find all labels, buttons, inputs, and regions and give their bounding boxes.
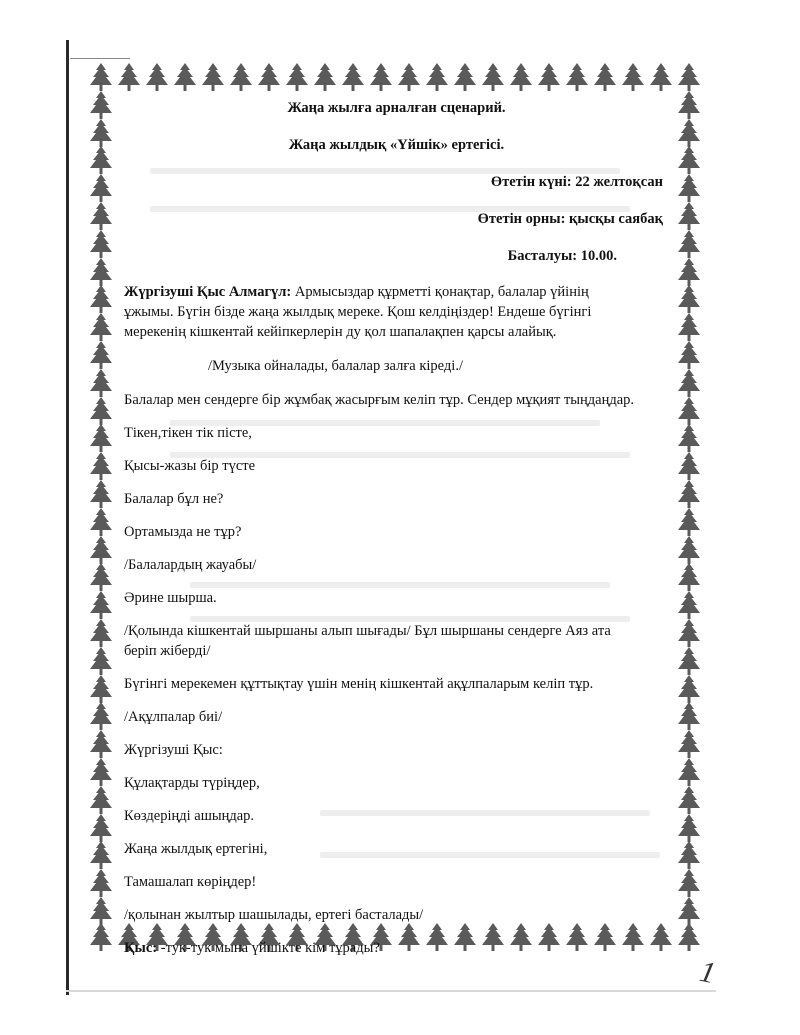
answer: Әрине шырша. xyxy=(124,590,217,606)
fir-tree-icon xyxy=(86,312,116,342)
intro-paragraph xyxy=(124,282,669,302)
fir-tree-icon xyxy=(674,173,704,203)
answer-note: /Балалардың жауабы/ xyxy=(124,557,257,573)
handwritten-page-number: 1 xyxy=(696,954,719,991)
fir-tree-icon xyxy=(618,62,648,92)
fir-tree-icon xyxy=(674,868,704,898)
document-title: Жаңа жылға арналған сценарий. xyxy=(287,100,506,116)
fir-tree-icon xyxy=(86,62,116,92)
intro-speaker: Жүргізуші Қыс Алмагүл: xyxy=(124,284,292,300)
fir-tree-icon xyxy=(674,562,704,592)
fir-tree-icon xyxy=(86,118,116,148)
fir-tree-icon xyxy=(86,674,116,704)
fir-tree-icon xyxy=(478,62,508,92)
fir-tree-icon xyxy=(674,729,704,759)
riddle-line-2: Қысы-жазы бір түсте xyxy=(124,458,256,474)
fir-tree-icon xyxy=(86,922,116,952)
riddle-intro: Балалар мен сендерге бір жұмбақ жасырғым келіп тұр. Сендер мұқият тыңдаңдар. xyxy=(124,392,635,408)
fir-tree-icon xyxy=(86,729,116,759)
poem-line-2: Көздеріңді ашыңдар. xyxy=(124,808,255,824)
fir-tree-icon xyxy=(86,396,116,426)
host-label: Жүргізуші Қыс: xyxy=(124,742,223,758)
riddle-line-1: Тікен,тікен тік пісте, xyxy=(124,425,252,441)
fir-tree-icon xyxy=(86,701,116,731)
fir-tree-icon xyxy=(674,62,704,92)
fir-tree-icon xyxy=(506,62,536,92)
sparkle-note: /қолынан жылтыр шашылады, ертегі басталады/ xyxy=(124,907,424,923)
poem-line-1: Құлақтарды түріңдер, xyxy=(124,775,260,791)
fir-tree-icon xyxy=(86,201,116,231)
fir-tree-icon xyxy=(450,62,480,92)
intro-text-1: Армысыздар құрметті қонақтар, балалар үйінің xyxy=(291,284,589,300)
fir-tree-icon xyxy=(86,757,116,787)
fir-tree-icon xyxy=(86,423,116,453)
fir-tree-icon xyxy=(674,90,704,120)
fir-tree-icon xyxy=(590,62,620,92)
fir-tree-icon xyxy=(674,423,704,453)
fir-tree-icon xyxy=(674,284,704,314)
music-note: /Музыка ойналады, балалар залға кіреді./ xyxy=(208,358,463,374)
fir-tree-icon xyxy=(562,62,592,92)
fir-tree-icon xyxy=(674,785,704,815)
fir-tree-icon xyxy=(646,62,676,92)
fir-tree-icon xyxy=(170,62,200,92)
fir-tree-icon xyxy=(674,922,704,952)
greeting: Бүгінгі мерекемен құттықтау үшін менің кішкентай ақұлпаларым келіп тұр. xyxy=(124,676,594,692)
fir-tree-icon xyxy=(674,451,704,481)
fir-tree-icon xyxy=(674,701,704,731)
riddle-line-4: Ортамызда не тұр? xyxy=(124,524,242,540)
fir-tree-icon xyxy=(86,479,116,509)
fir-tree-icon xyxy=(674,368,704,398)
riddle-line-3: Балалар бұл не? xyxy=(124,491,224,507)
fir-tree-icon xyxy=(86,368,116,398)
fir-tree-icon xyxy=(674,535,704,565)
paper-top-line xyxy=(70,58,130,59)
fir-tree-icon xyxy=(674,340,704,370)
fir-tree-icon xyxy=(114,62,144,92)
fir-tree-icon xyxy=(86,145,116,175)
poem-line-4: Тамашалап көріңдер! xyxy=(124,874,257,890)
fir-tree-icon xyxy=(674,590,704,620)
fir-tree-icon xyxy=(674,757,704,787)
last-line xyxy=(124,938,669,958)
poem-line-3: Жаңа жылдық ертегіні, xyxy=(124,841,268,857)
fir-tree-icon xyxy=(86,90,116,120)
fir-tree-icon xyxy=(86,284,116,314)
tree-note-2: беріп жіберді/ xyxy=(124,643,211,659)
fir-tree-icon xyxy=(86,451,116,481)
fir-tree-icon xyxy=(86,868,116,898)
document-subtitle: Жаңа жылдық «Үйшік» ертегісі. xyxy=(288,137,505,153)
event-date: Өтетін күні: 22 желтоқсан xyxy=(490,174,663,190)
fir-tree-icon xyxy=(674,229,704,259)
fir-tree-icon xyxy=(674,312,704,342)
fir-tree-icon xyxy=(86,618,116,648)
fir-tree-icon xyxy=(86,646,116,676)
fir-tree-icon xyxy=(674,396,704,426)
fir-tree-icon xyxy=(674,201,704,231)
paper-bottom-edge xyxy=(66,990,716,992)
last-speaker: Қыс: xyxy=(124,940,158,956)
last-line-text: -тук-тук мына үйшікте кім тұрады? xyxy=(157,940,380,956)
fir-tree-icon xyxy=(86,535,116,565)
fir-tree-icon xyxy=(86,340,116,370)
fir-tree-icon xyxy=(674,257,704,287)
fir-tree-icon xyxy=(86,229,116,259)
fir-tree-icon xyxy=(86,507,116,537)
fir-tree-icon xyxy=(422,62,452,92)
fir-tree-icon xyxy=(86,785,116,815)
event-place: Өтетін орны: қысқы саябақ xyxy=(477,211,663,227)
fir-tree-icon xyxy=(674,145,704,175)
fir-tree-icon xyxy=(86,896,116,926)
fir-tree-icon xyxy=(86,590,116,620)
fir-tree-icon xyxy=(674,896,704,926)
fir-tree-icon xyxy=(86,257,116,287)
fir-tree-icon xyxy=(674,646,704,676)
dance-note: /Ақұлпалар биі/ xyxy=(124,709,223,725)
fir-tree-icon xyxy=(674,813,704,843)
fir-tree-icon xyxy=(534,62,564,92)
fir-tree-icon xyxy=(142,62,172,92)
fir-tree-icon xyxy=(674,507,704,537)
fir-tree-icon xyxy=(674,840,704,870)
fir-tree-icon xyxy=(198,62,228,92)
fir-tree-icon xyxy=(394,62,424,92)
fir-tree-icon xyxy=(674,118,704,148)
fir-tree-icon xyxy=(86,840,116,870)
fir-tree-icon xyxy=(226,62,256,92)
fir-tree-icon xyxy=(282,62,312,92)
intro-text-3: мерекенің кішкентай кейіпкерлерін ду қол шапалақпен қарсы алайық. xyxy=(124,324,557,340)
tree-note-1: /Қолында кішкентай шыршаны алып шығады/ Бұл шыршаны сендерге Аяз ата xyxy=(124,623,611,639)
fir-tree-icon xyxy=(254,62,284,92)
fir-tree-icon xyxy=(366,62,396,92)
fir-tree-icon xyxy=(338,62,368,92)
event-start: Басталуы: 10.00. xyxy=(507,248,617,264)
fir-tree-icon xyxy=(310,62,340,92)
fir-tree-icon xyxy=(674,618,704,648)
intro-text-2: ұжымы. Бүгін бізде жаңа жылдық мереке. Қош келдіңіздер! Ендеше бүгінгі xyxy=(124,304,592,320)
paper-edge xyxy=(66,40,69,995)
fir-tree-icon xyxy=(86,562,116,592)
document-body xyxy=(124,98,669,958)
fir-tree-icon xyxy=(674,674,704,704)
fir-tree-icon xyxy=(674,479,704,509)
fir-tree-icon xyxy=(86,813,116,843)
fir-tree-icon xyxy=(86,173,116,203)
